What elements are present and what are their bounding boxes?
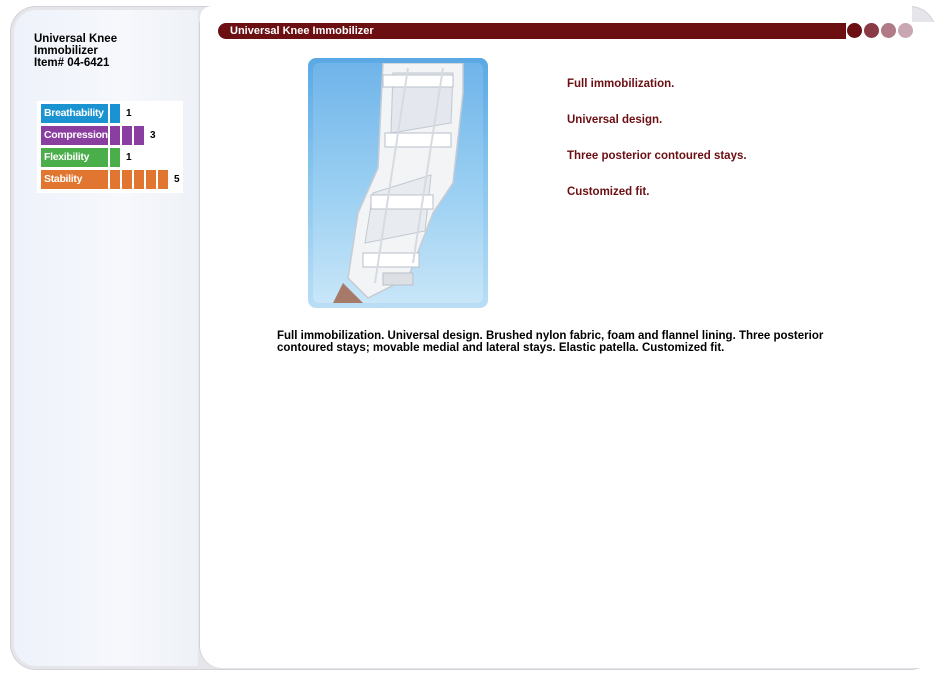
page-title: Universal Knee Immobilizer: [230, 25, 374, 37]
rating-value: 3: [150, 130, 156, 141]
rating-value: 1: [126, 152, 132, 163]
rating-segment: [134, 170, 144, 189]
title-bar: [218, 23, 846, 39]
rating-value: 5: [174, 174, 180, 185]
feature-item: Full immobilization.: [567, 78, 675, 90]
product-name-line1: Universal Knee: [34, 33, 118, 45]
item-number: Item# 04-6421: [34, 57, 110, 69]
rating-segment: [110, 104, 120, 123]
decor-dot-3: [881, 23, 896, 38]
rating-segment: [122, 126, 132, 145]
decor-dot-1: [847, 23, 862, 38]
rating-segment: [110, 148, 120, 167]
decor-dot-4: [898, 23, 913, 38]
feature-item: Three posterior contoured stays.: [567, 150, 747, 162]
rating-segment: [134, 126, 144, 145]
rating-segment: [158, 170, 168, 189]
product-description: Full immobilization. Universal design. Brushed nylon fabric, foam and flannel lining. Three posterior contoured stays; movable medial and lateral stays. Elastic patella. Customized fit.: [277, 330, 824, 354]
rating-segment: [110, 170, 120, 189]
product-title: [34, 33, 184, 69]
rating-segment: [110, 126, 120, 145]
product-image: [308, 58, 488, 308]
rating-segment: [122, 170, 132, 189]
rating-value: 1: [126, 108, 132, 119]
knee-immobilizer-photo-icon: [313, 63, 483, 303]
rating-segment: [146, 170, 156, 189]
decor-dot-2: [864, 23, 879, 38]
rating-label: Flexibility: [41, 148, 108, 167]
rating-label: Breathability: [41, 104, 108, 123]
product-name-line2: Immobilizer: [34, 45, 98, 57]
rating-label: Compression: [41, 126, 108, 145]
feature-item: Customized fit.: [567, 186, 650, 198]
ratings-panel: [37, 101, 183, 193]
rating-label: Stability: [41, 170, 108, 189]
feature-item: Universal design.: [567, 114, 663, 126]
